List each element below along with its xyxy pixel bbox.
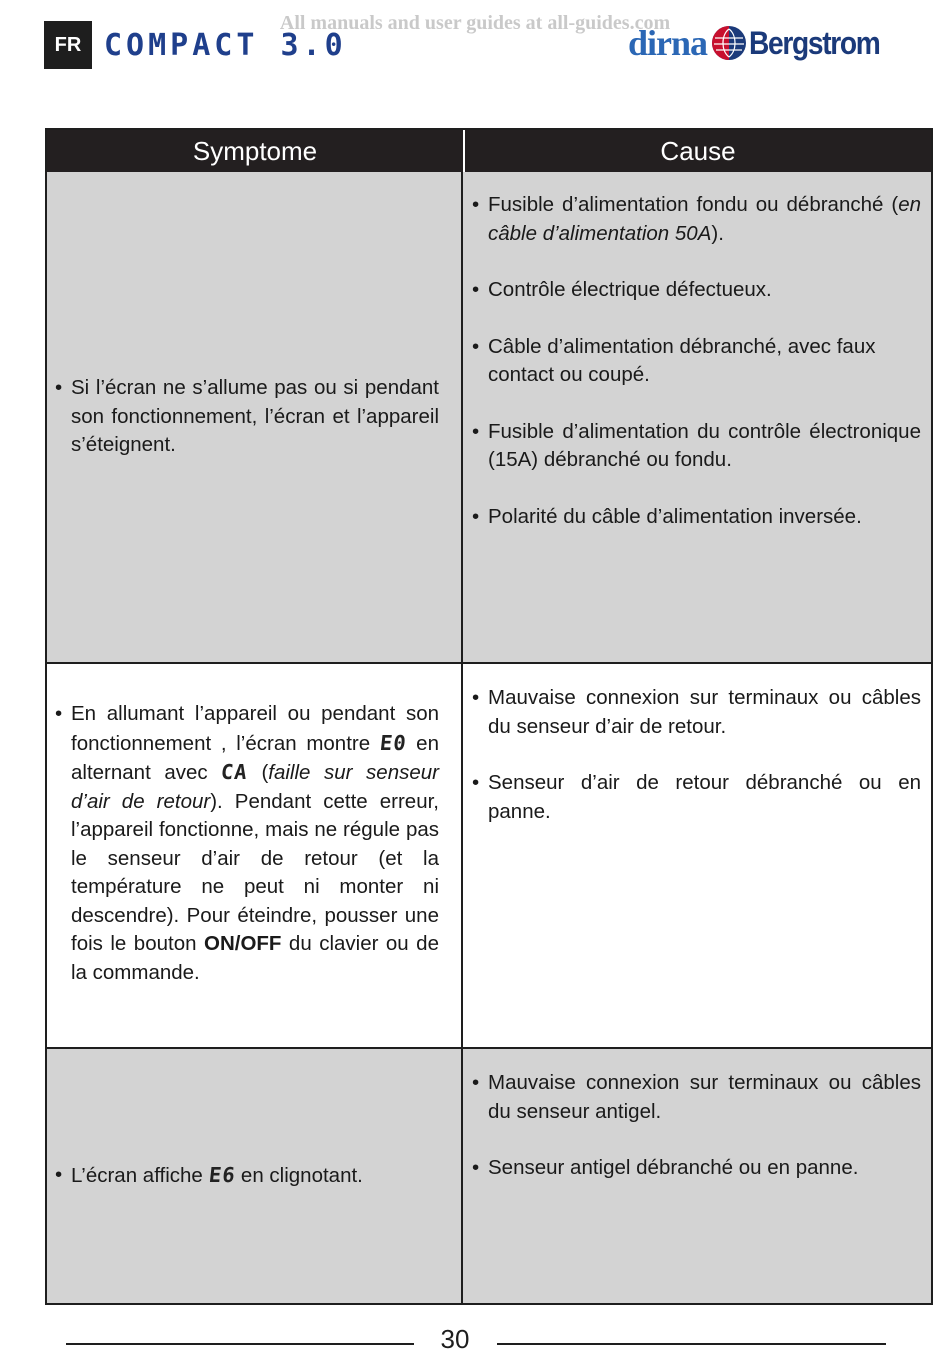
cause-item: • Senseur d’air de retour débranché ou en panne. <box>472 769 921 826</box>
cause-text: Mauvaise connexion sur terminaux ou câbles du senseur antigel. <box>488 1071 921 1123</box>
cause-text: Senseur d’air de retour débranché ou en panne. <box>488 771 921 823</box>
footer-rule-left <box>66 1343 414 1345</box>
header-symptom: Symptome <box>47 130 465 172</box>
header-cause: Cause <box>660 135 736 166</box>
troubleshooting-table <box>45 128 933 1305</box>
cause-item: • Senseur antigel débranché ou en panne. <box>472 1154 921 1183</box>
cause-text: Fusible d’alimentation fondu ou débranché ( <box>488 193 899 216</box>
globe-logo-icon <box>711 25 747 61</box>
symptom-italic-text: faille sur senseur d’air de retour <box>71 761 439 813</box>
brand-dirna: dirna <box>628 23 708 63</box>
table-header-row <box>47 130 931 172</box>
cause-text-end: ). <box>711 221 724 245</box>
cause-text: Fusible d’alimentation du contrôle électronique (15A) débranché ou fondu. <box>488 419 921 471</box>
language-badge: FR <box>44 21 92 69</box>
symptom-text: L’écran affiche <box>71 1164 209 1188</box>
cause-text: Mauvaise connexion sur terminaux ou câbles du senseur d’air de retour. <box>488 686 921 738</box>
cause-item: • Câble d’alimentation débranché, avec faux contact ou coupé. <box>472 333 921 390</box>
symptom-item: • Si l’écran ne s’allume pas ou si pendant son fonctionnement, l’écran et l’appareil s’éteignent. <box>55 374 439 460</box>
cause-text: Polarité du câble d’alimentation inversée. <box>488 504 862 528</box>
table-row <box>47 662 931 1047</box>
symptom-text: du clavier ou de la commande. <box>71 932 439 984</box>
cause-item: • Fusible d’alimentation du contrôle électronique (15A) débranché ou fondu. <box>472 418 921 475</box>
cause-cell <box>463 1049 931 1303</box>
table-row <box>47 1047 931 1303</box>
symptom-text: En allumant l’appareil ou pendant son fonctionnement , l’écran montre <box>71 702 439 755</box>
cause-text: Senseur antigel débranché ou en panne. <box>488 1156 859 1179</box>
cause-item: • Contrôle électrique défectueux. <box>472 276 921 305</box>
cause-item: • Fusible d’alimentation fondu ou débranché (en câble d’alimentation 50A). <box>472 193 921 245</box>
cause-text: Contrôle électrique défectueux. <box>488 278 772 301</box>
product-title: COMPACT 3.0 <box>104 28 347 63</box>
symptom-text: en clignotant. <box>235 1164 363 1188</box>
symptom-text: en alternant avec <box>71 731 439 784</box>
symptom-text: ). Pendant cette erreur, l’appareil fonctionne, mais ne régule pas le senseur d’air de retour (et la température ne peut ni monter ni descendre). Pour éteindre, pousser une fois le bouton <box>71 789 439 955</box>
symptom-cell <box>47 172 463 662</box>
footer-rule-right <box>497 1343 886 1345</box>
watermark: All manuals and user guides at all-guides.com <box>279 12 671 34</box>
cause-cell <box>463 172 931 662</box>
cause-item: • Mauvaise connexion sur terminaux ou câbles du senseur d’air de retour. <box>472 684 921 741</box>
brand-bergstrom: Bergstrom <box>749 24 880 61</box>
cause-text: Câble d’alimentation débranché, avec faux contact ou coupé. <box>488 334 876 386</box>
symptom-text: ( <box>247 761 269 784</box>
brand-logo <box>628 22 897 64</box>
symptom-cell <box>47 1049 463 1303</box>
symptom-text: Si l’écran ne s’allume pas ou si pendant son fonctionnement, l’écran et l’appareil s’éteignent. <box>71 376 439 457</box>
cause-item: • Polarité du câble d’alimentation inversée. <box>472 503 921 532</box>
page-number: 30 <box>440 1324 470 1354</box>
error-code-e6: E6 <box>207 1163 237 1188</box>
on-off-label: ON/OFF <box>204 932 282 955</box>
cause-italic-text: en câble d’alimentation 50A <box>488 193 921 245</box>
cause-cell <box>463 664 931 1047</box>
symptom-item: • En allumant l’appareil ou pendant son fonctionnement , l’écran montre E0 en alternant avec CA (faille sur senseur d’air de retour). Pendant cette erreur, l’appareil fonctionne, mais ne régule pas le senseur d’air de retour (et la température ne peut ni monter ni descendre). Pour éteindre, pousser une fois le bouton ON/OFF du clavier ou de la commande. <box>55 702 439 984</box>
error-code-ca: CA <box>219 760 250 784</box>
table-row <box>47 172 931 662</box>
cause-item: • Mauvaise connexion sur terminaux ou câbles du senseur antigel. <box>472 1069 921 1126</box>
error-code-e0: E0 <box>378 730 408 755</box>
symptom-item: • L’écran affiche E6 en clignotant. <box>55 1161 439 1191</box>
symptom-cell <box>47 664 463 1047</box>
